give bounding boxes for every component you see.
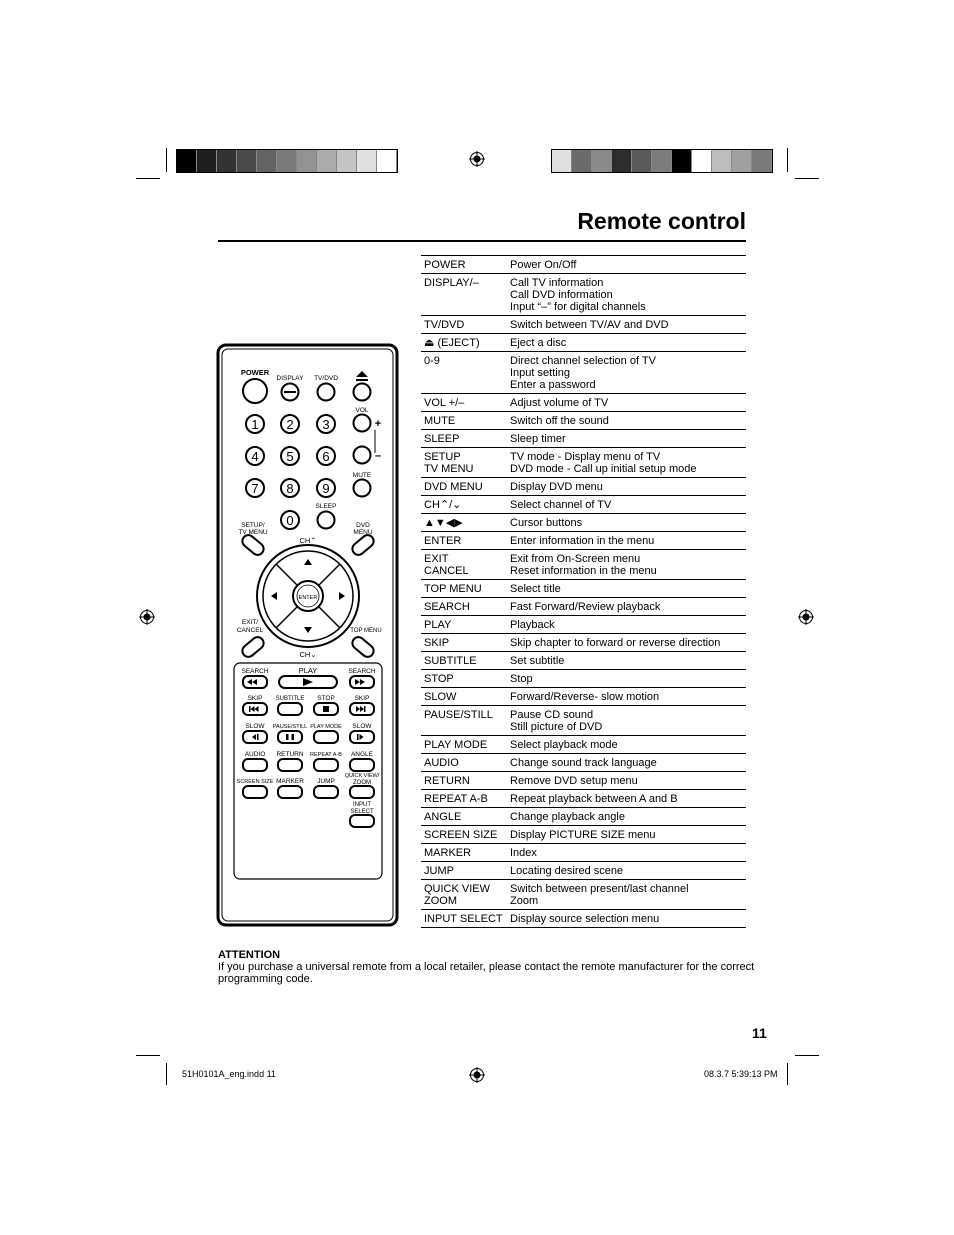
function-description: Index: [507, 844, 746, 862]
function-key: JUMP: [421, 862, 507, 880]
function-description: Display source selection menu: [507, 910, 746, 928]
search-reverse-label: SEARCH: [241, 668, 269, 675]
input-select-button[interactable]: [350, 815, 374, 827]
input-label: INPUT: [353, 802, 371, 808]
function-description: Display PICTURE SIZE menu: [507, 826, 746, 844]
sleep-button[interactable]: [318, 512, 335, 529]
function-row: [421, 256, 746, 274]
function-description: Repeat playback between A and B: [507, 790, 746, 808]
setup-label: SETUP/: [241, 522, 265, 529]
subtitle-label: SUBTITLE: [275, 696, 305, 702]
attention-text: If you purchase a universal remote from a local retailer, please contact the remote manufacturer for the correct programming code.: [218, 961, 755, 985]
function-key: ⏏ (EJECT): [421, 334, 507, 352]
function-description: Playback: [507, 616, 746, 634]
digit-label: 7: [251, 481, 259, 496]
color-swatch: [612, 150, 632, 172]
page-title: Remote control: [577, 208, 746, 234]
crop-mark: [787, 148, 788, 172]
quick-view-zoom-button[interactable]: [350, 786, 374, 798]
repeat-ab-button[interactable]: [314, 759, 338, 771]
color-swatch: [197, 150, 217, 172]
function-row: [421, 274, 746, 316]
function-key: SCREEN SIZE: [421, 826, 507, 844]
function-key: 0-9: [421, 352, 507, 394]
function-description: Power On/Off: [507, 256, 746, 274]
function-row: [421, 826, 746, 844]
function-key: SKIP: [421, 634, 507, 652]
audio-button[interactable]: [243, 759, 267, 771]
registration-mark-icon: [139, 609, 155, 625]
function-description: Locating desired scene: [507, 862, 746, 880]
color-swatch: [357, 150, 377, 172]
color-swatch: [752, 150, 772, 172]
function-key: INPUT SELECT: [421, 910, 507, 928]
dvd-label: DVD: [356, 522, 370, 529]
attention-heading: ATTENTION: [218, 949, 281, 961]
color-swatch: [237, 150, 257, 172]
quickview-label: QUICK VIEW/: [344, 773, 380, 779]
zoom-label: ZOOM: [353, 780, 371, 786]
color-swatch: [317, 150, 337, 172]
function-row: [421, 598, 746, 616]
crop-mark: [166, 148, 167, 172]
function-row: [421, 652, 746, 670]
color-swatch: [257, 150, 277, 172]
function-row: [421, 688, 746, 706]
function-description: Change sound track language: [507, 754, 746, 772]
cancel-label: CANCEL: [236, 627, 264, 634]
function-description: Direct channel selection of TV Input setting Enter a password: [507, 352, 746, 394]
power-button[interactable]: [243, 379, 267, 403]
ch-down-label: CH⌄: [299, 650, 317, 659]
page-number: 11: [752, 1025, 767, 1041]
crop-mark: [795, 178, 819, 179]
color-swatch: [732, 150, 752, 172]
angle-label: ANGLE: [350, 751, 374, 758]
function-row: [421, 412, 746, 430]
mute-label: MUTE: [352, 472, 372, 479]
digit-label: 4: [251, 449, 259, 464]
function-row: [421, 772, 746, 790]
function-key: RETURN: [421, 772, 507, 790]
display-label: DISPLAY: [276, 375, 304, 382]
function-description: Select channel of TV: [507, 496, 746, 514]
enter-label: ENTER: [298, 595, 318, 601]
function-description: Call TV information Call DVD information Input “–” for digital channels: [507, 274, 746, 316]
exit-label: EXIT/: [241, 619, 259, 626]
color-swatch: [337, 150, 357, 172]
function-row: [421, 478, 746, 496]
function-description: Skip chapter to forward or reverse direction: [507, 634, 746, 652]
function-key: TV/DVD: [421, 316, 507, 334]
function-row: [421, 514, 746, 532]
vol-down-button[interactable]: [354, 447, 371, 464]
digit-label: 8: [286, 481, 294, 496]
function-description: Select playback mode: [507, 736, 746, 754]
function-key: PAUSE/STILL: [421, 706, 507, 736]
color-swatch: [377, 150, 397, 172]
function-row: [421, 736, 746, 754]
function-row: [421, 706, 746, 736]
digit-label: 2: [286, 417, 294, 432]
crop-mark: [166, 1063, 167, 1085]
function-key: ▲▼◀▶: [421, 514, 507, 532]
search-forward-label: SEARCH: [348, 668, 376, 675]
function-key: ANGLE: [421, 808, 507, 826]
angle-button[interactable]: [350, 759, 374, 771]
tvmenu-label: TV MENU: [238, 529, 268, 536]
function-description: Sleep timer: [507, 430, 746, 448]
remote-control-illustration: [215, 342, 401, 928]
registration-mark-icon: [798, 609, 814, 625]
return-button[interactable]: [278, 759, 302, 771]
crop-mark: [787, 1063, 788, 1085]
crop-mark: [136, 1055, 160, 1056]
play-label: PLAY: [298, 666, 318, 675]
function-key: SLEEP: [421, 430, 507, 448]
function-row: [421, 754, 746, 772]
tvdvd-label: TV/DVD: [314, 375, 338, 382]
function-description: Set subtitle: [507, 652, 746, 670]
color-swatch: [652, 150, 672, 172]
function-key: DISPLAY/–: [421, 274, 507, 316]
function-key: EXIT CANCEL: [421, 550, 507, 580]
function-key: VOL +/–: [421, 394, 507, 412]
function-description: Fast Forward/Review playback: [507, 598, 746, 616]
color-swatch: [712, 150, 732, 172]
function-row: [421, 670, 746, 688]
registration-mark-icon: [469, 151, 485, 167]
screen-size-button[interactable]: [243, 786, 267, 798]
function-key: PLAY MODE: [421, 736, 507, 754]
function-description: Display DVD menu: [507, 478, 746, 496]
function-row: [421, 430, 746, 448]
function-description: Exit from On-Screen menu Reset information in the menu: [507, 550, 746, 580]
color-bar-left: [176, 149, 398, 173]
marker-label: MARKER: [276, 778, 304, 785]
jump-button[interactable]: [314, 786, 338, 798]
color-swatch: [177, 150, 197, 172]
color-swatch: [632, 150, 652, 172]
footer-file: 51H0101A_eng.indd 11: [182, 1069, 276, 1079]
function-description: Remove DVD setup menu: [507, 772, 746, 790]
skip-forward-label: SKIP: [354, 695, 370, 702]
function-description: Cursor buttons: [507, 514, 746, 532]
function-description: Stop: [507, 670, 746, 688]
function-row: [421, 352, 746, 394]
function-row: [421, 448, 746, 478]
digit-label: 0: [286, 513, 294, 528]
digit-label: 1: [251, 417, 259, 432]
play-mode-button[interactable]: [314, 731, 338, 743]
function-description: Pause CD sound Still picture of DVD: [507, 706, 746, 736]
function-key: DVD MENU: [421, 478, 507, 496]
color-bar-right: [551, 149, 773, 173]
jump-label: JUMP: [317, 778, 335, 785]
function-description: Select title: [507, 580, 746, 598]
select-label: SELECT: [350, 809, 374, 815]
function-row: [421, 496, 746, 514]
function-description: Enter information in the menu: [507, 532, 746, 550]
stop-label: STOP: [317, 695, 335, 702]
function-row: [421, 550, 746, 580]
sleep-label: SLEEP: [315, 503, 337, 510]
color-swatch: [672, 150, 692, 172]
color-swatch: [217, 150, 237, 172]
vol-up-button[interactable]: [354, 415, 371, 432]
marker-button[interactable]: [278, 786, 302, 798]
slow-reverse-label: SLOW: [245, 723, 265, 730]
function-description: Switch between TV/AV and DVD: [507, 316, 746, 334]
skip-reverse-label: SKIP: [247, 695, 263, 702]
function-row: [421, 808, 746, 826]
function-description: Change playback angle: [507, 808, 746, 826]
color-swatch: [277, 150, 297, 172]
footer-date: 08.3.7 5:39:13 PM: [704, 1069, 778, 1079]
function-key: SETUP TV MENU: [421, 448, 507, 478]
digit-label: 5: [286, 449, 294, 464]
function-row: [421, 334, 746, 352]
digit-label: 6: [322, 449, 330, 464]
tvdvd-button[interactable]: [318, 384, 335, 401]
function-key: SEARCH: [421, 598, 507, 616]
slow-forward-label: SLOW: [352, 723, 372, 730]
digit-label: 3: [322, 417, 330, 432]
repeat-label: REPEAT A-B: [310, 752, 342, 758]
eject-button[interactable]: [354, 384, 371, 401]
menu-label: MENU: [353, 529, 373, 536]
function-description: Switch off the sound: [507, 412, 746, 430]
pause-still-button[interactable]: [278, 731, 302, 743]
ch-up-label: CH⌃: [299, 536, 317, 545]
function-key: SUBTITLE: [421, 652, 507, 670]
color-swatch: [552, 150, 572, 172]
function-key: ENTER: [421, 532, 507, 550]
function-row: [421, 394, 746, 412]
function-row: [421, 790, 746, 808]
title-rule: [218, 240, 746, 242]
function-description: Forward/Reverse- slow motion: [507, 688, 746, 706]
function-key: POWER: [421, 256, 507, 274]
function-row: [421, 634, 746, 652]
function-key: MUTE: [421, 412, 507, 430]
function-row: [421, 844, 746, 862]
function-key: STOP: [421, 670, 507, 688]
function-row: [421, 880, 746, 910]
mute-button[interactable]: [354, 480, 371, 497]
crop-mark: [136, 178, 160, 179]
function-row: [421, 862, 746, 880]
function-row: [421, 532, 746, 550]
function-key: AUDIO: [421, 754, 507, 772]
power-label: POWER: [240, 368, 270, 377]
function-row: [421, 910, 746, 928]
screensize-label: SCREEN SIZE: [236, 779, 274, 785]
function-table: [421, 255, 746, 928]
playmode-label: PLAY MODE: [310, 724, 342, 730]
function-key: REPEAT A-B: [421, 790, 507, 808]
function-key: QUICK VIEW ZOOM: [421, 880, 507, 910]
digit-label: 9: [322, 481, 330, 496]
function-description: Adjust volume of TV: [507, 394, 746, 412]
stop-icon: [323, 706, 329, 712]
function-row: [421, 616, 746, 634]
function-description: Switch between present/last channel Zoom: [507, 880, 746, 910]
attention-note: [218, 949, 758, 985]
return-label: RETURN: [276, 751, 304, 758]
vol-minus-label: –: [374, 450, 382, 462]
audio-label: AUDIO: [244, 751, 266, 758]
vol-plus-label: +: [374, 418, 382, 430]
function-key: MARKER: [421, 844, 507, 862]
crop-mark: [795, 1055, 819, 1056]
color-swatch: [692, 150, 712, 172]
color-swatch: [572, 150, 592, 172]
pause-label: PAUSE/STILL: [272, 724, 308, 730]
color-swatch: [592, 150, 612, 172]
function-key: PLAY: [421, 616, 507, 634]
color-swatch: [297, 150, 317, 172]
function-description: TV mode - Display menu of TV DVD mode - Call up initial setup mode: [507, 448, 746, 478]
function-key: CH⌃/⌄: [421, 496, 507, 514]
function-key: SLOW: [421, 688, 507, 706]
function-row: [421, 316, 746, 334]
topmenu-label: TOP MENU: [350, 628, 382, 634]
function-key: TOP MENU: [421, 580, 507, 598]
function-row: [421, 580, 746, 598]
registration-mark-icon: [469, 1067, 485, 1083]
vol-label: VOL: [355, 407, 369, 414]
subtitle-button[interactable]: [278, 703, 302, 715]
function-description: Eject a disc: [507, 334, 746, 352]
